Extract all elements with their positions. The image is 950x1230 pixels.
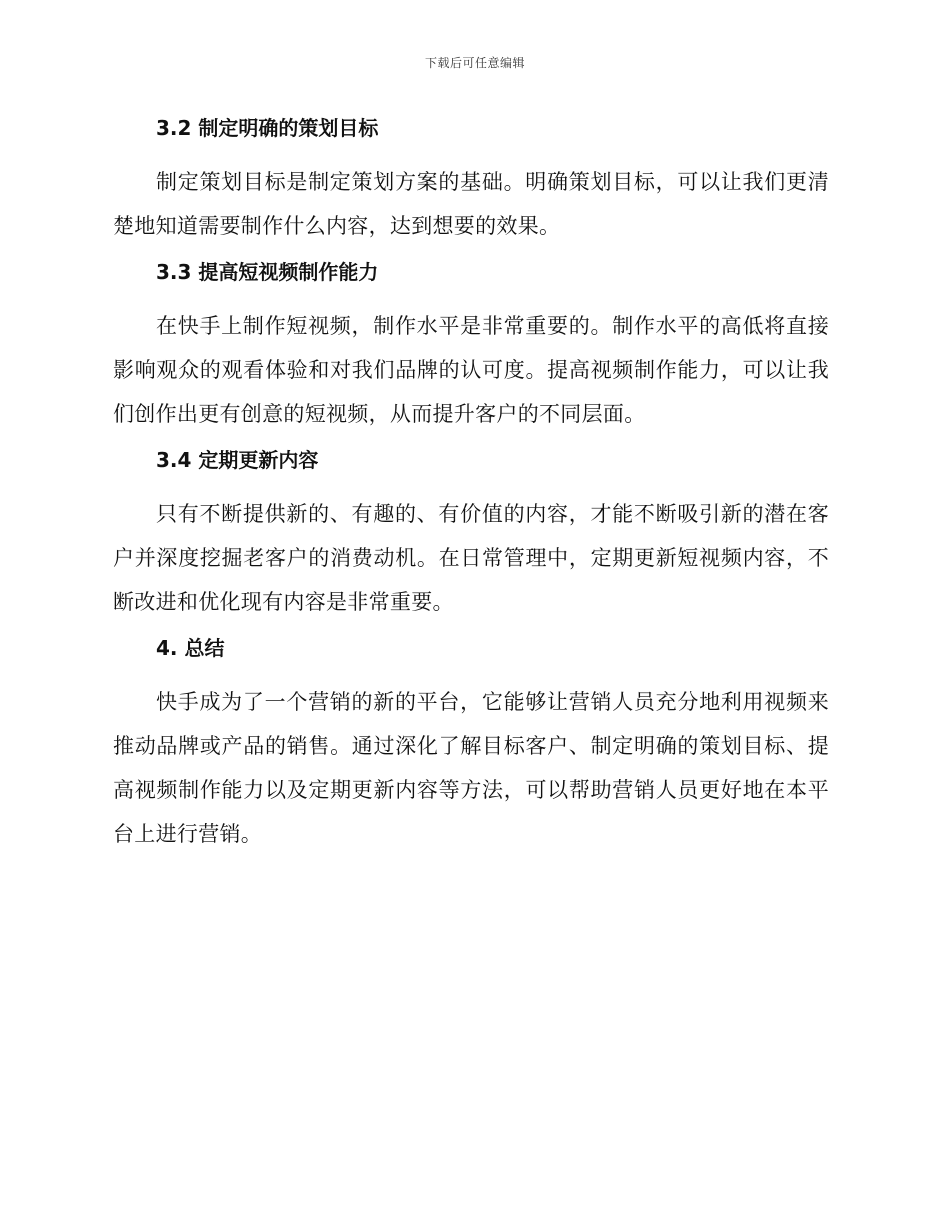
section-4	[113, 630, 829, 856]
section-paragraph: 快手成为了一个营销的新的平台，它能够让营销人员充分地利用视频来推动品牌或产品的销售。通过深化了解目标客户、制定明确的策划目标、提高视频制作能力以及定期更新内容等方法，可以帮助营销人员更好地在本平台上进行营销。	[113, 690, 829, 846]
section-heading: 3.2 制定明确的策划目标	[156, 116, 379, 140]
section-3-3	[113, 254, 829, 436]
section-heading: 3.3 提高短视频制作能力	[156, 260, 379, 284]
section-heading: 4. 总结	[156, 636, 225, 660]
section-3-2	[113, 110, 829, 248]
document-body	[113, 110, 829, 862]
section-paragraph: 在快手上制作短视频，制作水平是非常重要的。制作水平的高低将直接影响观众的观看体验和对我们品牌的认可度。提高视频制作能力，可以让我们创作出更有创意的短视频，从而提升客户的不同层面。	[113, 314, 829, 426]
section-paragraph: 制定策划目标是制定策划方案的基础。明确策划目标，可以让我们更清楚地知道需要制作什么内容，达到想要的效果。	[113, 170, 829, 238]
section-heading: 3.4 定期更新内容	[156, 448, 319, 472]
section-paragraph: 只有不断提供新的、有趣的、有价值的内容，才能不断吸引新的潜在客户并深度挖掘老客户的消费动机。在日常管理中，定期更新短视频内容，不断改进和优化现有内容是非常重要。	[113, 502, 829, 614]
page-header-note: 下载后可任意编辑	[424, 56, 525, 70]
section-3-4	[113, 442, 829, 624]
